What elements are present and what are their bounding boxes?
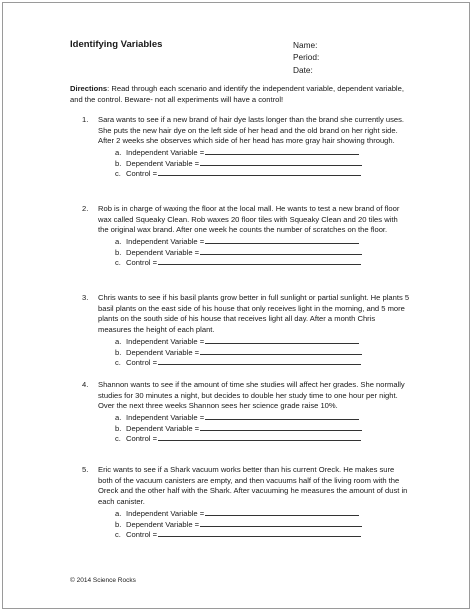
answer-row-independent bbox=[115, 336, 410, 347]
answer-label: Control = bbox=[126, 169, 158, 179]
answer-label: Independent Variable = bbox=[126, 148, 205, 158]
answer-label: Dependent Variable = bbox=[126, 519, 200, 529]
date-label: Date: bbox=[293, 64, 313, 75]
answer-label: Independent Variable = bbox=[126, 413, 205, 423]
answer-list bbox=[115, 508, 410, 540]
answer-label: Dependent Variable = bbox=[126, 347, 200, 357]
answer-label: Independent Variable = bbox=[126, 336, 205, 346]
directions bbox=[70, 84, 405, 105]
answer-label: Control = bbox=[126, 434, 158, 444]
answer-blank[interactable] bbox=[205, 236, 359, 244]
answer-blank[interactable] bbox=[158, 357, 361, 365]
answer-row-control bbox=[115, 168, 410, 179]
answer-blank[interactable] bbox=[200, 158, 362, 166]
answer-blank[interactable] bbox=[158, 433, 361, 441]
answer-row-control bbox=[115, 257, 410, 268]
answer-letter: b. bbox=[115, 247, 122, 257]
question-3 bbox=[70, 293, 410, 368]
answer-letter: c. bbox=[115, 530, 121, 540]
question-number: 1. bbox=[82, 115, 89, 124]
answer-row-independent bbox=[115, 412, 410, 423]
answer-row-dependent bbox=[115, 347, 410, 358]
answer-letter: a. bbox=[115, 508, 122, 518]
directions-text: : Read through each scenario and identify the independent variable, dependent variable, and the control. Beware- not all experiments will have a control! bbox=[70, 84, 404, 104]
answer-row-dependent bbox=[115, 247, 410, 258]
answer-row-independent bbox=[115, 147, 410, 158]
directions-label: Directions bbox=[70, 84, 108, 93]
question-2 bbox=[70, 204, 410, 268]
answer-row-dependent bbox=[115, 158, 410, 169]
question-text: Shannon wants to see if the amount of time she studies will affect her grades. She normally studies for 30 minutes a night, but decides to double her study time to one hour per night. Over the next three weeks Shannon sees her science grade raise 10%. bbox=[98, 380, 405, 411]
answer-row-dependent bbox=[115, 519, 410, 530]
answer-label: Dependent Variable = bbox=[126, 158, 200, 168]
answer-label: Control = bbox=[126, 530, 158, 540]
question-4 bbox=[70, 380, 410, 444]
answer-blank[interactable] bbox=[200, 519, 362, 527]
question-text: Eric wants to see if a Shark vacuum works better than his current Oreck. He makes sure both of the vacuum canisters are empty, and then vacuums half of the living room with the Oreck and the other half with the Shark. After vacuuming he measures the amount of dust in each canister. bbox=[98, 465, 408, 507]
answer-row-independent bbox=[115, 508, 410, 519]
answer-blank[interactable] bbox=[200, 347, 362, 355]
answer-letter: c. bbox=[115, 258, 121, 268]
answer-row-control bbox=[115, 433, 410, 444]
answer-blank[interactable] bbox=[200, 423, 362, 431]
answer-label: Dependent Variable = bbox=[126, 247, 200, 257]
answer-label: Independent Variable = bbox=[126, 237, 205, 247]
question-number: 5. bbox=[82, 465, 89, 474]
answer-letter: b. bbox=[115, 519, 122, 529]
answer-row-control bbox=[115, 357, 410, 368]
answer-letter: a. bbox=[115, 237, 122, 247]
question-1 bbox=[70, 115, 410, 179]
answer-blank[interactable] bbox=[158, 168, 361, 176]
answer-label: Dependent Variable = bbox=[126, 423, 200, 433]
question-number: 4. bbox=[82, 380, 89, 389]
answer-list bbox=[115, 236, 410, 268]
question-number: 3. bbox=[82, 293, 89, 302]
answer-label: Control = bbox=[126, 258, 158, 268]
answer-blank[interactable] bbox=[205, 147, 359, 155]
answer-row-control bbox=[115, 529, 410, 540]
student-info bbox=[293, 39, 319, 76]
question-text: Sara wants to see if a new brand of hair dye lasts longer than the brand she currently uses. She puts the new hair dye on the left side of her head and the old brand on her right side. After 2 weeks she observes which side of her head has more gray hair showing through. bbox=[98, 115, 405, 146]
copyright-footer: © 2014 Science Rocks bbox=[70, 577, 136, 584]
answer-label: Control = bbox=[126, 358, 158, 368]
question-number: 2. bbox=[82, 204, 89, 213]
answer-letter: a. bbox=[115, 413, 122, 423]
answer-list bbox=[115, 412, 410, 444]
answer-row-independent bbox=[115, 236, 410, 247]
question-text: Rob is in charge of waxing the floor at the local mall. He wants to test a new brand of floor wax called Squeaky Clean. Rob waxes 20 floor tiles with Squeaky Clean and 20 tiles with the original wax brand. After one week he counts the number of scratches on the floor. bbox=[98, 204, 400, 235]
answer-letter: a. bbox=[115, 336, 122, 346]
period-label: Period: bbox=[293, 52, 320, 63]
answer-row-dependent bbox=[115, 423, 410, 434]
answer-letter: c. bbox=[115, 434, 121, 444]
answer-letter: b. bbox=[115, 347, 122, 357]
answer-blank[interactable] bbox=[205, 336, 359, 344]
answer-blank[interactable] bbox=[200, 247, 362, 255]
answer-letter: c. bbox=[115, 169, 121, 179]
question-text: Chris wants to see if his basil plants grow better in full sunlight or partial sunlight. He plants 5 basil plants on the east side of his house that only receives light in the morning, and 5 more plants on the south side of his house that receives light all day. After a month Chris measures the height of each plant. bbox=[98, 293, 410, 335]
answer-blank[interactable] bbox=[158, 257, 361, 265]
answer-list bbox=[115, 336, 410, 368]
worksheet-title: Identifying Variables bbox=[70, 39, 163, 50]
answer-blank[interactable] bbox=[158, 529, 361, 537]
answer-letter: b. bbox=[115, 158, 122, 168]
answer-list bbox=[115, 147, 410, 179]
answer-letter: b. bbox=[115, 423, 122, 433]
answer-letter: c. bbox=[115, 358, 121, 368]
answer-blank[interactable] bbox=[205, 508, 359, 516]
name-label: Name: bbox=[293, 40, 318, 50]
answer-label: Independent Variable = bbox=[126, 508, 205, 518]
answer-letter: a. bbox=[115, 148, 122, 158]
question-5 bbox=[70, 465, 410, 540]
answer-blank[interactable] bbox=[205, 412, 359, 420]
